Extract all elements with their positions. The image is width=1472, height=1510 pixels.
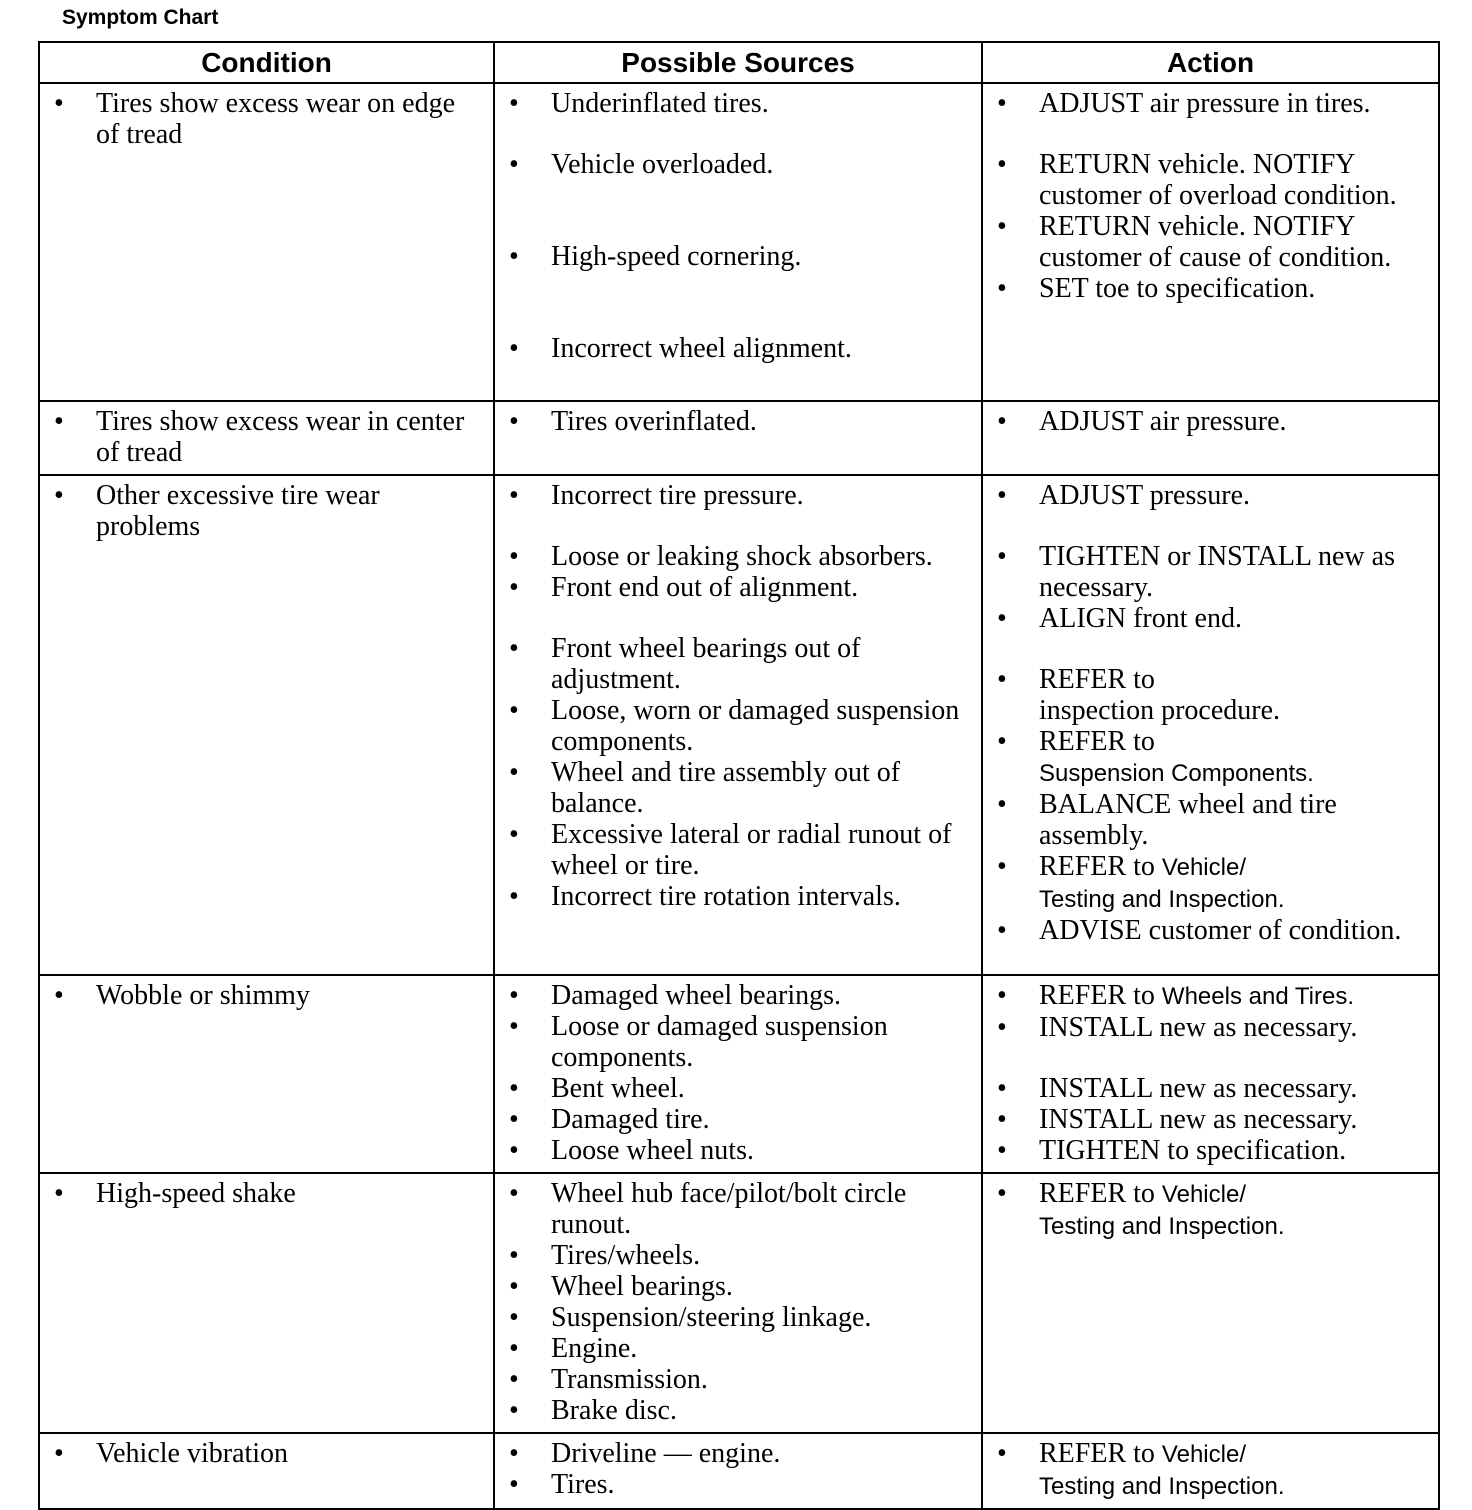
condition-item: • Wobble or shimmy [54,980,310,1011]
action-item: • RETURN vehicle. NOTIFY customer of overload condition. [997,149,1397,211]
source-item: • Driveline — engine. [509,1438,781,1469]
source-item: • Bent wheel. [509,1073,685,1104]
sources-cell [494,1433,982,1509]
table-row [39,83,1439,401]
symptom-chart-table [38,41,1440,1510]
action-header: Action [982,42,1439,83]
source-item: • Incorrect wheel alignment. [509,333,852,364]
action-cell [982,1433,1439,1509]
action-item: • ADVISE customer of condition. [997,915,1402,946]
condition-cell [39,1433,494,1509]
reference-link[interactable]: Testing and Inspection. [1039,886,1285,913]
action-item: • ADJUST air pressure. [997,406,1287,437]
action-item: • INSTALL new as necessary. [997,1104,1358,1135]
action-item: • TIGHTEN to specification. [997,1135,1347,1166]
bullet: • [54,88,64,119]
condition-item: • Tires show excess wear in center of tread [54,406,465,468]
table-row [39,475,1439,975]
source-item: • Excessive lateral or radial runout of wheel or tire. [509,819,952,881]
source-item: • Loose wheel nuts. [509,1135,754,1166]
source-item: • Suspension/steering linkage. [509,1302,872,1333]
action-item: • ALIGN front end. [997,603,1242,634]
source-item: • Incorrect tire rotation intervals. [509,881,901,912]
action-item: • INSTALL new as necessary. [997,1012,1358,1043]
action-item: • ADJUST pressure. [997,480,1251,511]
reference-link[interactable]: Suspension Components. [1039,760,1314,787]
source-item: • Wheel and tire assembly out of balance. [509,757,901,819]
action-item: • ADJUST air pressure in tires. [997,88,1371,119]
action-item: • REFER to Suspension Components. [997,726,1314,787]
source-item: • Underinflated tires. [509,88,769,119]
action-item: • REFER to Wheels and Tires. [997,980,1355,1011]
condition-cell [39,475,494,975]
sources-cell [494,975,982,1173]
source-item: • Engine. [509,1333,638,1364]
reference-link[interactable]: Testing and Inspection. [1039,1473,1285,1500]
table-row [39,401,1439,475]
source-item: • Loose or damaged suspension components. [509,1011,888,1073]
action-cell [982,975,1439,1173]
table-row [39,1173,1439,1433]
condition-item: • Vehicle vibration [54,1438,289,1469]
action-cell [982,1173,1439,1433]
condition-item: • Tires show excess wear on edge of tread [54,88,455,150]
action-item: • SET toe to specification. [997,273,1316,304]
source-item: • High-speed cornering. [509,241,802,272]
condition-item: • High-speed shake [54,1178,296,1209]
source-item: • Damaged wheel bearings. [509,980,841,1011]
reference-link[interactable]: Vehicle/ [1161,854,1246,881]
reference-link[interactable]: Vehicle/ [1161,1181,1246,1208]
source-item: • Loose, worn or damaged suspension components. [509,695,960,757]
table-row [39,1433,1439,1509]
source-item: • Transmission. [509,1364,708,1395]
sources-cell [494,83,982,401]
action-item: • REFER to Vehicle/ Testing and Inspection. [997,1438,1285,1500]
condition-cell [39,975,494,1173]
source-item: • Vehicle overloaded. [509,149,774,180]
source-item: • Tires overinflated. [509,406,757,437]
source-item: • Wheel hub face/pilot/bolt circle runout. [509,1178,907,1240]
action-item: • INSTALL new as necessary. [997,1073,1358,1104]
possible-sources-header: Possible Sources [494,42,982,83]
source-item: • Incorrect tire pressure. [509,480,804,511]
action-item: • BALANCE wheel and tire assembly. [997,789,1337,851]
source-item: • Wheel bearings. [509,1271,733,1302]
action-item: • REFER to Vehicle/ Testing and Inspection. [997,851,1285,913]
action-cell [982,475,1439,975]
reference-link[interactable]: Vehicle/ [1161,1441,1246,1468]
action-item: • REFER to inspection procedure. [997,664,1281,726]
page-title: Symptom Chart [62,6,219,29]
reference-link[interactable]: Testing and Inspection. [1039,1213,1285,1240]
sources-cell [494,1173,982,1433]
condition-cell [39,83,494,401]
action-cell [982,401,1439,475]
reference-link[interactable]: Wheels and Tires. [1161,983,1355,1010]
condition-header: Condition [39,42,494,83]
action-item: • TIGHTEN or INSTALL new as necessary. [997,541,1395,603]
source-item: • Tires. [509,1469,615,1500]
table-row [39,975,1439,1173]
source-item: • Damaged tire. [509,1104,710,1135]
action-item: • REFER to Vehicle/ Testing and Inspection. [997,1178,1285,1240]
source-item: • Brake disc. [509,1395,677,1426]
header-row [39,42,1439,83]
source-item: • Tires/wheels. [509,1240,701,1271]
source-item: • Front wheel bearings out of adjustment. [509,633,861,695]
source-item: • Loose or leaking shock absorbers. [509,541,933,572]
action-item: • RETURN vehicle. NOTIFY customer of cause of condition. [997,211,1392,273]
source-item: • Front end out of alignment. [509,572,859,603]
sources-cell [494,401,982,475]
action-cell [982,83,1439,401]
condition-cell [39,1173,494,1433]
condition-item: • Other excessive tire wear problems [54,480,380,542]
sources-cell [494,475,982,975]
condition-cell [39,401,494,475]
